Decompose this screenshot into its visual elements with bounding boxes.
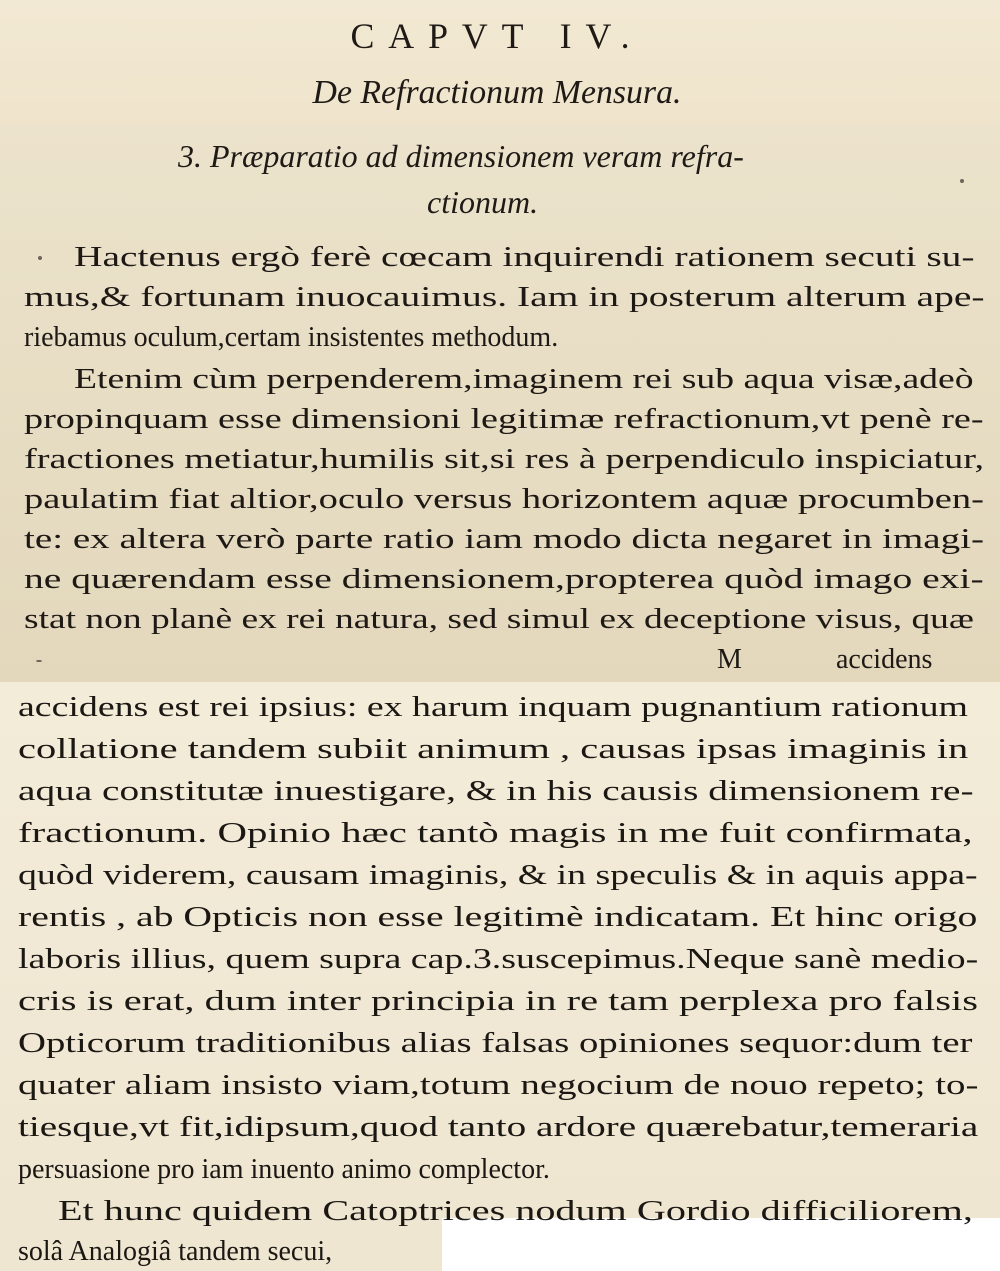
lower-text-line-12: persuasione pro iam inuento animo complector. <box>18 1154 550 1185</box>
upper-text-line-3: riebamus oculum,certam insistentes methodum. <box>24 322 559 353</box>
lower-text-line-8: cris is erat, dum inter principia in re tam perplexa pro falsis <box>18 986 979 1017</box>
lower-text-line-4: fractionum. Opinio hæc tantò magis in me fuit confirmata, <box>18 818 973 849</box>
ink-speck <box>960 179 964 183</box>
lower-text-line-7: laboris illius, quem supra cap.3.suscepimus.Neque sanè medio- <box>18 944 979 975</box>
lower-text-line-1: accidens est rei ipsius: ex harum inquam pugnantium rationum <box>18 692 968 723</box>
lower-text-line-9: Opticorum traditionibus alias falsas opiniones sequor:dum ter <box>18 1028 973 1059</box>
upper-text-line-5: propinquam esse dimensioni legitimæ refractionum,vt penè re- <box>24 404 984 435</box>
upper-text-line-8: te: ex altera verò parte ratio iam modo dicta negaret in imagi- <box>24 524 985 555</box>
lower-text-line-6: rentis , ab Opticis non esse legitimè indicatam. Et hinc origo <box>18 902 978 933</box>
signature-mark: M <box>717 644 742 675</box>
ink-speck <box>38 256 42 260</box>
catchword: accidens <box>836 644 933 675</box>
chapter-title: De Refractionum Mensura. <box>312 74 682 111</box>
upper-text-line-7: paulatim fiat altior,oculo versus horizontem aquæ procumben- <box>24 484 984 515</box>
lower-text-line-11: tiesque,vt fit,idipsum,quod tanto ardore quærebatur,temeraria <box>18 1112 979 1143</box>
lower-text-line-13: Et hunc quidem Catoptrices nodum Gordio difficiliorem, <box>58 1196 973 1227</box>
lower-text-line-3: aqua constitutæ inuestigare, & in his causis dimensionem re- <box>18 776 974 807</box>
lower-text-line-5: quòd viderem, causam imaginis, & in speculis & in aquis appa- <box>18 860 978 891</box>
upper-text-line-6: fractiones metiatur,humilis sit,si res à perpendiculo inspiciatur, <box>24 444 985 475</box>
upper-text-line-4: Etenim cùm perpenderem,imaginem rei sub aqua visæ,adeò <box>74 364 974 395</box>
upper-text-line-10: stat non planè ex rei natura, sed simul ex deceptione visus, quæ <box>24 604 974 635</box>
lower-text-line-14: solâ Analogiâ tandem secui, <box>18 1236 333 1267</box>
section-heading-line-1: 3. Præparatio ad dimensionem veram refra- <box>178 138 744 174</box>
upper-text-line-9: ne quærendam esse dimensionem,propterea quòd imago exi- <box>24 564 984 595</box>
ink-speck <box>36 660 42 662</box>
lower-text-line-10: quater aliam insisto viam,totum negocium de nouo repeto; to- <box>18 1070 979 1101</box>
chapter-heading: CAPVT IV. <box>350 16 644 56</box>
section-heading-line-2: ctionum. <box>427 184 539 220</box>
lower-text-line-2: collatione tandem subiit animum , causas ipsas imaginis in <box>18 734 969 765</box>
upper-text-line-2: mus,& fortunam inuocauimus. Iam in posterum alterum ape- <box>24 282 985 313</box>
upper-text-line-1: Hactenus ergò ferè cœcam inquirendi rationem secuti su- <box>74 242 975 273</box>
